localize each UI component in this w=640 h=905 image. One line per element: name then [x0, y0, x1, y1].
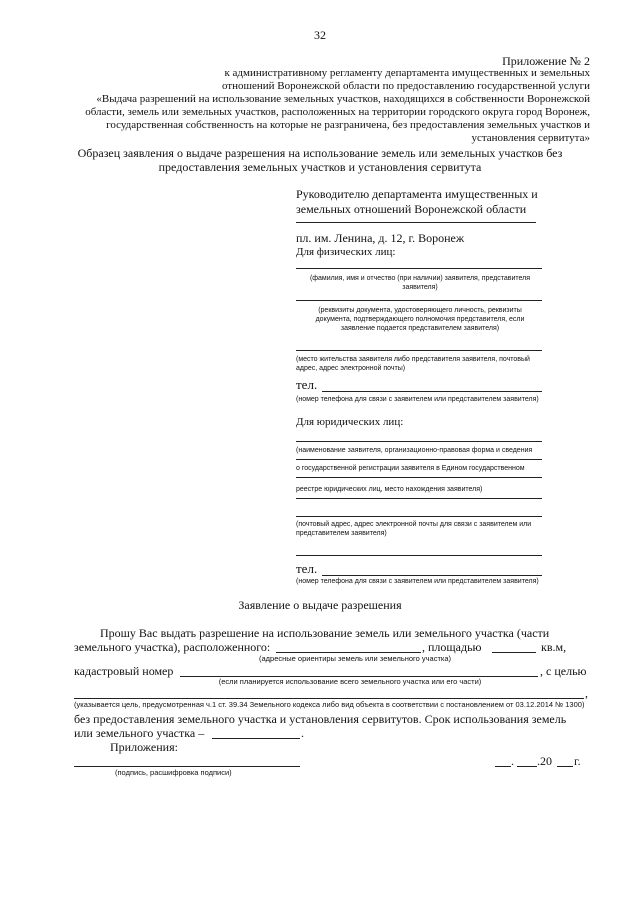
postal-line-2[interactable]: [296, 555, 542, 556]
tel-label-2: тел.: [296, 561, 318, 576]
area-line[interactable]: [492, 652, 536, 653]
fio-line[interactable]: [296, 268, 542, 269]
tel-label: тел.: [296, 377, 318, 392]
area-label: , площадью: [422, 640, 482, 654]
hint-sign: (подпись, расшифровка подписи): [115, 768, 232, 777]
sample-title-line-2: предоставления земельных участков и установления сервитута: [158, 160, 482, 174]
hint-legal-1: (наименование заявителя, организационно-правовая форма и сведения: [296, 447, 533, 454]
paragraph-1-line-2: земельного участка), расположенного:: [74, 640, 271, 654]
addressee-address: пл. им. Ленина, д. 12, г. Воронеж: [296, 231, 465, 245]
paragraph-1-line-1: Прошу Вас выдать разрешение на использование земель или земельного участка (части: [100, 626, 550, 640]
tel-line[interactable]: [322, 391, 542, 392]
hint-fio: (фамилия, имя и отчество (при наличии) заявителя, представителя заявителя): [309, 275, 531, 291]
header-line-5: государственная собственность на которые не разграничена, без предоставления земельных участков и: [106, 119, 590, 131]
header-line-1: к административному регламенту департамента имущественных и земельных: [224, 67, 590, 79]
addressee-underline: [296, 222, 536, 223]
paragraph-2-line-2: или земельного участка –: [74, 726, 205, 740]
header-line-3: «Выдача разрешений на использование земельных участков, находящихся в собственности Воронежской: [96, 93, 590, 105]
date-month-line[interactable]: [517, 766, 537, 767]
legal-line-2[interactable]: [296, 459, 542, 460]
hint-postal: (почтовый адрес, адрес электронной почты для связи с заявителем или представителем заявителя): [296, 521, 532, 537]
legal-line-4[interactable]: [296, 498, 542, 499]
page-number: 32: [314, 28, 326, 42]
paragraph-2-line-1: без предоставления земельного участка и установления сервитутов. Срок использования земель: [74, 712, 567, 726]
attachments-label: Приложения:: [110, 740, 178, 754]
residence-line[interactable]: [296, 350, 542, 351]
postal-line[interactable]: [296, 516, 542, 517]
term-end: .: [301, 726, 304, 740]
individuals-label: Для физических лиц:: [296, 246, 396, 258]
signature-line[interactable]: [74, 766, 300, 767]
header-line-6: установления сервитута»: [471, 132, 590, 144]
area-unit: кв.м,: [541, 640, 567, 654]
hint-legal-2: о государственной регистрации заявителя в Едином государственном: [296, 465, 525, 472]
location-line[interactable]: [276, 652, 421, 653]
addressee-line-1: Руководителю департамента имущественных и: [296, 187, 538, 201]
date-sep: .: [511, 754, 514, 768]
hint-cadastral: (если планируется использование всего земельного участка или его части): [218, 677, 482, 686]
term-line[interactable]: [212, 738, 300, 739]
cadastral-label: кадастровый номер: [74, 664, 174, 678]
date-year-prefix: .20: [537, 754, 552, 768]
date-year-line[interactable]: [557, 766, 573, 767]
hint-doc: (реквизиты документа, удостоверяющего личность, реквизиты документа, подтверждающего полномочия представителя, если заявление подается представителем заявителя): [315, 307, 525, 332]
date-g: г.: [574, 754, 581, 768]
header-line-2: отношений Воронежской области по предоставлению государственной услуги: [221, 80, 590, 92]
hint-residence: (место жительства заявителя либо представителя заявителя, почтовый адрес, адрес электронной почты): [296, 356, 530, 372]
header-line-4: области, земель или земельных участков, расположенных на территории городского округа город Воронеж,: [85, 106, 590, 118]
purpose-label: , с целью: [540, 664, 587, 678]
doc-line[interactable]: [296, 300, 542, 301]
legal-label: Для юридических лиц:: [296, 416, 404, 428]
legal-line-3[interactable]: [296, 477, 542, 478]
hint-purpose: (указывается цель, предусмотренная ч.1 ст. 39.34 Земельного кодекса либо вид объекта в соответствии с постановлением от 03.12.2014 № 1300): [74, 700, 585, 709]
sample-title-line-1: Образец заявления о выдаче разрешения на использование земель или земельных участков без: [77, 146, 563, 160]
addressee-line-2: земельных отношений Воронежской области: [296, 202, 527, 216]
application-title: Заявление о выдаче разрешения: [238, 598, 402, 612]
hint-tel: (номер телефона для связи с заявителем или представителем заявителя): [296, 396, 539, 403]
purpose-comma: ,: [585, 686, 588, 700]
hint-tel-2: (номер телефона для связи с заявителем или представителем заявителя): [296, 578, 539, 585]
legal-line-1[interactable]: [296, 441, 542, 442]
tel-line-2[interactable]: [322, 575, 542, 576]
purpose-line[interactable]: [74, 698, 584, 699]
date-day-line[interactable]: [495, 766, 511, 767]
hint-address: (адресные ориентиры земель или земельного участка): [258, 654, 451, 663]
hint-legal-3: реестре юридических лиц, место нахождения заявителя): [296, 486, 483, 493]
appendix-label: Приложение № 2: [502, 54, 590, 68]
